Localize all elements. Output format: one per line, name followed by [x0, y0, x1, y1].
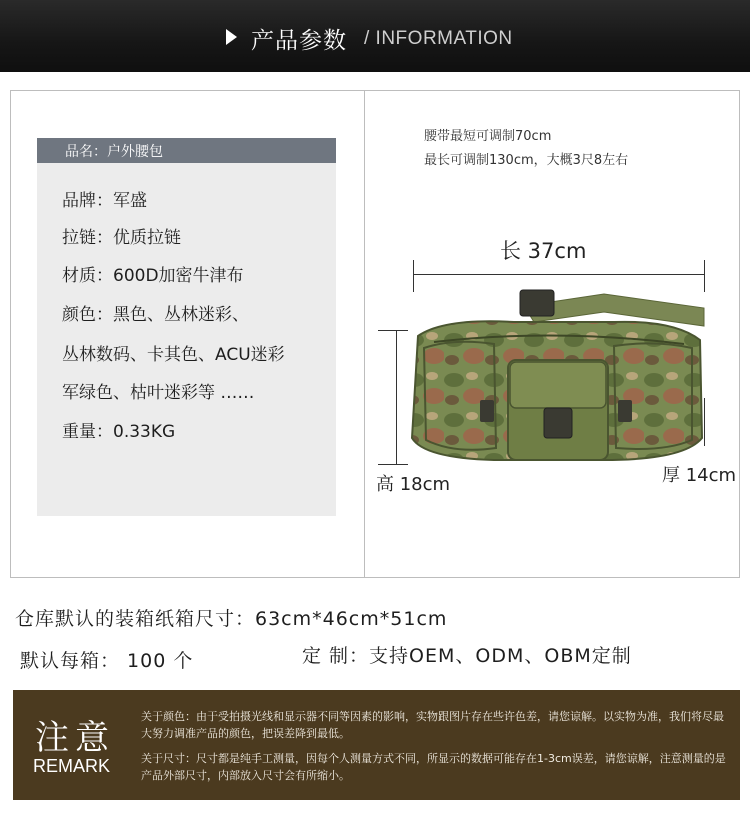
belt-note-1: 腰带最短可调制70cm: [424, 129, 552, 144]
carton-size: 仓库默认的装箱纸箱尺寸：63cm*46cm*51cm: [15, 608, 448, 630]
spec-weight: 重量：0.33KG: [62, 422, 176, 442]
spec-zipper: 拉链：优质拉链: [62, 228, 181, 248]
height-line: [396, 330, 397, 464]
waist-bag-image: [404, 288, 706, 466]
length-label: 长 37cm: [500, 239, 587, 263]
custom-service: 定 制：支持OEM、ODM、OBM定制: [302, 645, 632, 667]
header-title-cn: 产品参数: [251, 28, 347, 54]
product-name-bar: [37, 138, 336, 163]
spec-color-line3: 军绿色、枯叶迷彩等 ……: [62, 383, 255, 403]
thickness-label: 厚 14cm: [662, 465, 737, 486]
per-box-quantity: 默认每箱： 100 个: [20, 650, 194, 672]
play-triangle-icon: [226, 29, 237, 45]
spec-color-line2: 丛林数码、卡其色、ACU迷彩: [62, 345, 285, 365]
spec-material: 材质：600D加密牛津布: [62, 266, 244, 286]
frame-divider: [364, 90, 365, 578]
spec-brand: 品牌：军盛: [62, 191, 147, 211]
belt-note-2: 最长可调制130cm，大概3尺8左右: [424, 153, 629, 168]
remark-size-note: 关于尺寸：尺寸都是纯手工测量，因每个人测量方式不同，所显示的数据可能存在1-3cm误差，请您谅解，注意测量的是产品外部尺寸，内部放入尺寸会有所缩小。: [141, 752, 726, 782]
spec-color: 颜色：黑色、丛林迷彩、: [62, 305, 249, 325]
remark-box: [13, 690, 740, 800]
header-bar: [0, 0, 750, 72]
remark-title-en: REMARK: [33, 756, 111, 776]
remark-color-note: 关于颜色：由于受拍摄光线和显示器不同等因素的影响，实物跟图片存在些许色差，请您谅解。以实物为准，我们将尽最大努力调准产品的颜色，把误差降到最低。: [141, 710, 724, 740]
remark-title-cn: 注意: [35, 718, 115, 758]
length-line: [414, 274, 704, 275]
height-label: 高 18cm: [376, 474, 451, 495]
spec-panel: [37, 138, 336, 516]
header-title-en: / INFORMATION: [364, 28, 513, 49]
product-name: 品名：户外腰包: [65, 144, 163, 160]
